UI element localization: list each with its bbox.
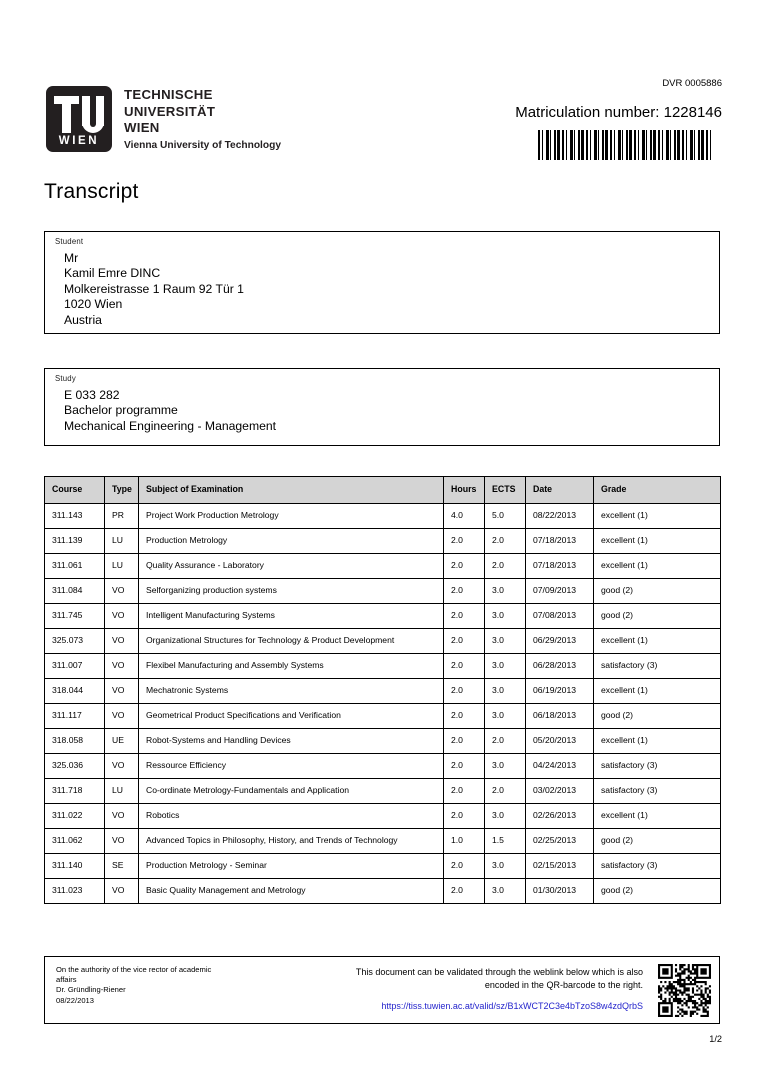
cell-ects: 2.0 [485, 778, 526, 803]
table-row [45, 753, 721, 778]
cell-date: 06/28/2013 [526, 653, 594, 678]
cell-course: 318.058 [45, 728, 105, 753]
student-country: Austria [64, 312, 102, 327]
cell-course: 311.023 [45, 878, 105, 903]
cell-course: 311.062 [45, 828, 105, 853]
cell-date: 02/26/2013 [526, 803, 594, 828]
logo-letter-t-bar [54, 96, 79, 104]
column-header-course: Course [45, 477, 105, 504]
cell-date: 07/09/2013 [526, 578, 594, 603]
cell-course: 311.007 [45, 653, 105, 678]
validation-notice [295, 966, 643, 1013]
cell-date: 03/02/2013 [526, 778, 594, 803]
cell-ects: 2.0 [485, 728, 526, 753]
cell-subject: Flexibel Manufacturing and Assembly Systems [139, 653, 444, 678]
cell-grade: excellent (1) [594, 803, 721, 828]
cell-type: VO [105, 803, 139, 828]
logo-line-universitaet: UNIVERSITÄT [124, 103, 216, 119]
table-row [45, 828, 721, 853]
validation-line-1: This document can be validated through the weblink below which is also [355, 967, 643, 977]
cell-course: 325.073 [45, 628, 105, 653]
cell-subject: Robot-Systems and Handling Devices [139, 728, 444, 753]
table-row [45, 853, 721, 878]
cell-grade: good (2) [594, 578, 721, 603]
cell-grade: excellent (1) [594, 503, 721, 528]
cell-course: 311.084 [45, 578, 105, 603]
study-code: E 033 282 [64, 388, 120, 402]
cell-date: 08/22/2013 [526, 503, 594, 528]
logo-letter-t-stem [62, 104, 71, 133]
document-header [46, 78, 722, 166]
column-header-subject: Subject of Examination [139, 477, 444, 504]
cell-date: 05/20/2013 [526, 728, 594, 753]
authority-line-1: On the authority of the vice rector of academic [56, 965, 212, 974]
cell-type: VO [105, 653, 139, 678]
cell-hours: 2.0 [444, 728, 485, 753]
student-city: 1020 Wien [64, 297, 123, 312]
study-panel [44, 368, 720, 446]
table-row [45, 628, 721, 653]
cell-grade: good (2) [594, 703, 721, 728]
cell-date: 02/15/2013 [526, 853, 594, 878]
student-panel-label: Student [55, 237, 84, 246]
cell-subject: Robotics [139, 803, 444, 828]
cell-grade: satisfactory (3) [594, 753, 721, 778]
cell-subject: Organizational Structures for Technology & Product Development [139, 628, 444, 653]
validation-url-link[interactable]: https://tiss.tuwien.ac.at/valid/sz/B1xWCT2C3e4bTzoS8w4zdQrbS [381, 1001, 643, 1012]
page-title: Transcript [44, 180, 139, 203]
cell-course: 311.745 [45, 603, 105, 628]
cell-hours: 2.0 [444, 653, 485, 678]
table-row [45, 603, 721, 628]
cell-date: 06/19/2013 [526, 678, 594, 703]
validation-qr-code [658, 964, 711, 1017]
table-row [45, 653, 721, 678]
table-row [45, 703, 721, 728]
footer-panel [44, 956, 720, 1024]
cell-date: 07/08/2013 [526, 603, 594, 628]
cell-hours: 2.0 [444, 628, 485, 653]
cell-ects: 2.0 [485, 553, 526, 578]
logo-line-wien: WIEN [124, 120, 160, 135]
cell-type: VO [105, 828, 139, 853]
cell-subject: Basic Quality Management and Metrology [139, 878, 444, 903]
logo-wordmark [124, 86, 281, 153]
table-row [45, 728, 721, 753]
cell-course: 311.143 [45, 503, 105, 528]
cell-course: 325.036 [45, 753, 105, 778]
cell-type: VO [105, 878, 139, 903]
student-street: Molkereistrasse 1 Raum 92 Tür 1 [64, 281, 244, 296]
authority-line-2: affairs [56, 975, 77, 985]
cell-ects: 5.0 [485, 503, 526, 528]
cell-ects: 3.0 [485, 853, 526, 878]
cell-subject: Ressource Efficiency [139, 753, 444, 778]
cell-date: 06/18/2013 [526, 703, 594, 728]
study-degree: Bachelor programme [64, 403, 178, 418]
cell-type: VO [105, 578, 139, 603]
cell-grade: excellent (1) [594, 678, 721, 703]
cell-type: VO [105, 628, 139, 653]
cell-date: 07/18/2013 [526, 553, 594, 578]
cell-type: LU [105, 528, 139, 553]
cell-date: 01/30/2013 [526, 878, 594, 903]
cell-hours: 2.0 [444, 853, 485, 878]
cell-hours: 2.0 [444, 528, 485, 553]
cell-course: 311.117 [45, 703, 105, 728]
page-number: 1/2 [709, 1034, 722, 1044]
cell-type: VO [105, 603, 139, 628]
study-panel-label: Study [55, 374, 76, 383]
student-panel [44, 231, 720, 334]
examinations-table [44, 476, 721, 904]
cell-hours: 2.0 [444, 753, 485, 778]
cell-hours: 2.0 [444, 703, 485, 728]
cell-subject: Selforganizing production systems [139, 578, 444, 603]
cell-type: SE [105, 853, 139, 878]
study-details [64, 388, 276, 434]
cell-hours: 2.0 [444, 678, 485, 703]
cell-date: 04/24/2013 [526, 753, 594, 778]
cell-ects: 1.5 [485, 828, 526, 853]
cell-hours: 2.0 [444, 803, 485, 828]
cell-hours: 2.0 [444, 603, 485, 628]
table-header-row [45, 477, 721, 504]
cell-type: VO [105, 703, 139, 728]
matriculation-number: Matriculation number: 1228146 [515, 104, 722, 121]
cell-grade: good (2) [594, 878, 721, 903]
table-row [45, 678, 721, 703]
column-header-type: Type [105, 477, 139, 504]
cell-subject: Co-ordinate Metrology-Fundamentals and Application [139, 778, 444, 803]
cell-course: 311.718 [45, 778, 105, 803]
cell-type: PR [105, 503, 139, 528]
table-row [45, 528, 721, 553]
table-row [45, 803, 721, 828]
cell-course: 311.022 [45, 803, 105, 828]
cell-ects: 3.0 [485, 653, 526, 678]
cell-hours: 2.0 [444, 878, 485, 903]
column-header-date: Date [526, 477, 594, 504]
cell-grade: satisfactory (3) [594, 853, 721, 878]
column-header-ects: ECTS [485, 477, 526, 504]
cell-course: 311.061 [45, 553, 105, 578]
cell-course: 311.139 [45, 528, 105, 553]
table-row [45, 553, 721, 578]
cell-grade: satisfactory (3) [594, 653, 721, 678]
cell-ects: 3.0 [485, 803, 526, 828]
cell-ects: 3.0 [485, 628, 526, 653]
tu-wien-logo [46, 86, 281, 153]
cell-ects: 2.0 [485, 528, 526, 553]
study-programme: Mechanical Engineering - Management [64, 418, 277, 433]
cell-type: VO [105, 678, 139, 703]
column-header-grade: Grade [594, 477, 721, 504]
cell-type: LU [105, 778, 139, 803]
cell-hours: 4.0 [444, 503, 485, 528]
cell-course: 318.044 [45, 678, 105, 703]
cell-grade: satisfactory (3) [594, 778, 721, 803]
cell-ects: 3.0 [485, 578, 526, 603]
authority-date: 08/22/2013 [56, 995, 95, 1005]
signing-authority [56, 965, 286, 1006]
logo-wien-word: WIEN [58, 135, 100, 147]
cell-ects: 3.0 [485, 753, 526, 778]
table-body [45, 503, 721, 903]
cell-ects: 3.0 [485, 703, 526, 728]
cell-subject: Quality Assurance - Laboratory [139, 553, 444, 578]
student-details [64, 251, 244, 328]
authority-signatory: Dr. Gründling-Riener [56, 985, 126, 995]
logo-line-subtitle: Vienna University of Technology [124, 139, 281, 151]
dvr-number: DVR 0005886 [662, 78, 722, 89]
table-row [45, 578, 721, 603]
tu-wien-logo-mark [46, 86, 112, 152]
column-header-hours: Hours [444, 477, 485, 504]
logo-letter-u-notch [90, 120, 96, 127]
cell-type: VO [105, 753, 139, 778]
cell-subject: Geometrical Product Specifications and Verification [139, 703, 444, 728]
cell-subject: Production Metrology - Seminar [139, 853, 444, 878]
cell-grade: excellent (1) [594, 528, 721, 553]
cell-date: 07/18/2013 [526, 528, 594, 553]
student-name: Kamil Emre DINC [64, 266, 161, 281]
cell-subject: Project Work Production Metrology [139, 503, 444, 528]
cell-type: LU [105, 553, 139, 578]
cell-hours: 1.0 [444, 828, 485, 853]
table-row [45, 503, 721, 528]
cell-grade: good (2) [594, 603, 721, 628]
cell-subject: Advanced Topics in Philosophy, History, and Trends of Technology [139, 828, 444, 853]
table-row [45, 778, 721, 803]
validation-line-2: encoded in the QR-barcode to the right. [484, 979, 643, 990]
table-row [45, 878, 721, 903]
student-salutation: Mr [64, 251, 79, 265]
cell-hours: 2.0 [444, 778, 485, 803]
cell-ects: 3.0 [485, 603, 526, 628]
cell-type: UE [105, 728, 139, 753]
cell-hours: 2.0 [444, 578, 485, 603]
cell-grade: excellent (1) [594, 628, 721, 653]
matriculation-barcode [538, 130, 714, 160]
table-header [45, 477, 721, 504]
cell-date: 06/29/2013 [526, 628, 594, 653]
cell-subject: Intelligent Manufacturing Systems [139, 603, 444, 628]
cell-ects: 3.0 [485, 678, 526, 703]
logo-line-technische: TECHNISCHE [124, 87, 213, 102]
cell-grade: excellent (1) [594, 728, 721, 753]
cell-hours: 2.0 [444, 553, 485, 578]
cell-ects: 3.0 [485, 878, 526, 903]
cell-date: 02/25/2013 [526, 828, 594, 853]
cell-grade: good (2) [594, 828, 721, 853]
cell-subject: Mechatronic Systems [139, 678, 444, 703]
cell-subject: Production Metrology [139, 528, 444, 553]
cell-course: 311.140 [45, 853, 105, 878]
cell-grade: excellent (1) [594, 553, 721, 578]
